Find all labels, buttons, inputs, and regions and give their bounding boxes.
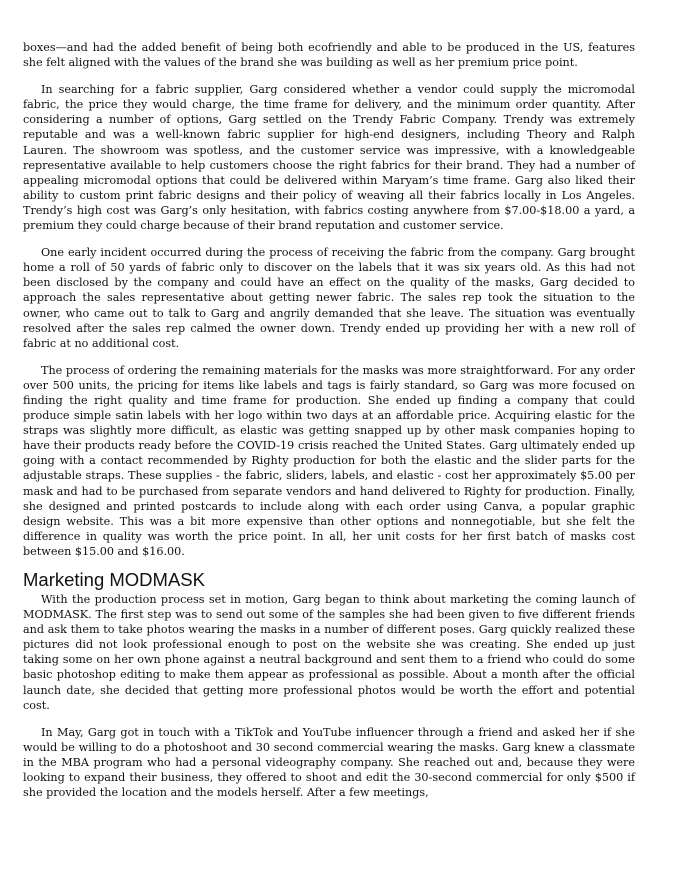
paragraph-fabric-supplier: In searching for a fabric supplier, Garg considered whether a vendor could supply the micromodal fabric, the price they would charge, the time frame for delivery, and the minimum order quantity. After considering a number of options, Garg settled on the Trendy Fabric Company. Trendy was extremely reputable and was a well-known fabric supplier for high-end designers, including Theory and Ralph Lauren. The showroom was spotless, and the customer service was impressive, with a knowledgeable representative available to help customers choose the right fabrics for their brand. They had a number of appealing micromodal options that could be delivered within Maryam’s time frame. Garg also liked their ability to custom print fabric designs and their policy of weaving all their fabrics locally in Los Angeles. Trendy’s high cost was Garg’s only hesitation, with fabrics costing anywhere from $7.00-$18.00 a yard, a premium they could charge because of their brand reputation and customer service.: [23, 83, 635, 233]
paragraph-marketing-start: With the production process set in motion, Garg began to think about marketing the coming launch of MODMASK. The first step was to send out some of the samples she had been given to five different friends and ask them to take photos wearing the masks in a number of different poses. Garg quickly realized these pictures did not look professional enough to post on the website she was creating. She ended up just taking some on her own phone against a neutral background and sent them to a friend who could do some basic photoshop editing to make them appear as professional as possible. About a month after the official launch date, she decided that getting more professional photos would be worth the effort and potential cost.: [23, 593, 635, 712]
section-heading-marketing: Marketing MODMASK: [23, 569, 205, 590]
paragraph-fabric-incident: One early incident occurred during the process of receiving the fabric from the company. Garg brought home a roll of 50 yards of fabric only to discover on the labels that it was six years old. As this had not been disclosed by the company and could have an effect on the quality of the masks, Garg decided to approach the sales representative about getting newer fabric. The sales rep took the situation to the owner, who came out to talk to Garg and angrily demanded that she leave. The situation was eventually resolved after the sales rep calmed the owner down. Trendy ended up providing her with a new roll of fabric at no additional cost.: [23, 246, 635, 350]
document-page: [23, 40, 635, 812]
paragraph-continuation: boxes—and had the added benefit of being both ecofriendly and able to be produced in the US, features she felt aligned with the values of the brand she was building as well as her premium price point.: [23, 41, 635, 70]
paragraph-influencer: In May, Garg got in touch with a TikTok and YouTube influencer through a friend and asked her if she would be willing to do a photoshoot and 30 second commercial wearing the masks. Garg knew a classmate in the MBA program who had a personal videography company. She reached out and, because they were looking to expand their business, they offered to shoot and edit the 30-second commercial for only $500 if she provided the location and the models herself. After a few meetings,: [23, 725, 635, 800]
paragraph-remaining-materials: The process of ordering the remaining materials for the masks was more straightforward. For any order over 500 units, the pricing for items like labels and tags is fairly standard, so Garg was more focused on finding the right quality and time frame for production. She ended up finding a company that could produce simple satin labels with her logo within two days at an affordable price. Acquiring elastic for the straps was slightly more difficult, as elastic was getting snapped up by other mask companies hoping to have their products ready before the COVID-19 crisis reached the United States. Garg ultimately ended up going with a contact recommended by Righty production for both the elastic and the slider parts for the adjustable straps. These supplies - the fabric, sliders, labels, and elastic - cost her approximately $5.00 per mask and had to be purchased from separate vendors and hand delivered to Righty for production. Finally, she designed and printed postcards to include along with each order using Canva, a popular graphic design website. This was a bit more expensive than other options and nonnegotiable, but she felt the difference in quality was worth the price point. In all, her unit costs for her first batch of masks cost between $15.00 and $16.00.: [23, 363, 635, 558]
